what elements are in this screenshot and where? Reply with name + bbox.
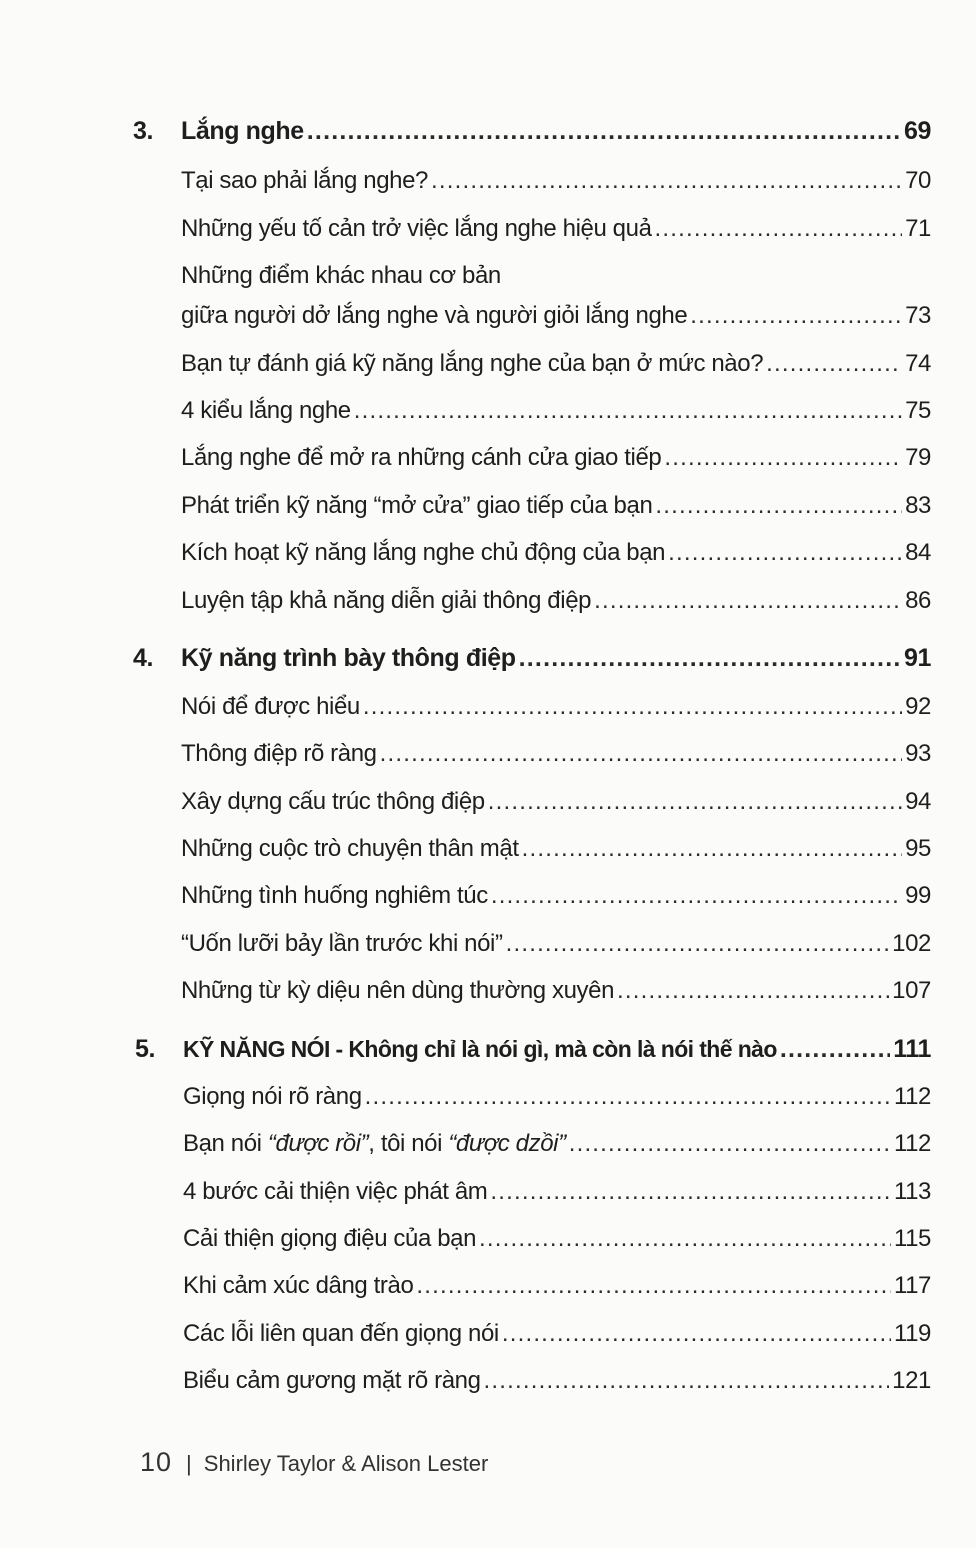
entry-title: Lắng nghe để mở ra những cánh cửa giao tiếp: [181, 444, 662, 471]
entry-title-emphasis-2: “được dzồi”: [448, 1130, 566, 1157]
dot-leader: [668, 539, 902, 567]
toc-entry: [181, 882, 931, 910]
chapter-number: 4.: [133, 644, 154, 672]
page-number: 91: [903, 644, 931, 672]
toc-entry: [181, 930, 931, 958]
entry-title: Luyện tập khả năng diễn giải thông điệp: [181, 587, 592, 614]
page-number: 94: [905, 788, 931, 815]
dot-leader: [490, 1178, 891, 1206]
dot-leader: [491, 882, 902, 910]
toc-entry: [181, 492, 931, 520]
entry-title: Cải thiện giọng điệu của bạn: [183, 1225, 477, 1252]
toc-entry: [181, 444, 931, 472]
dot-leader: [569, 1130, 891, 1158]
dot-leader: [354, 397, 902, 425]
dot-leader: [655, 492, 902, 520]
page-number: 86: [905, 587, 931, 614]
dot-leader: [780, 1035, 890, 1064]
page-number: 74: [905, 350, 931, 377]
page-number: 83: [905, 492, 931, 519]
page-number: 113: [893, 1178, 931, 1205]
entry-title: “Uốn lưỡi bảy lần trước khi nói”: [181, 930, 503, 957]
toc-chapter-4: [133, 644, 931, 673]
page-number: 73: [905, 302, 931, 329]
dot-leader: [519, 644, 901, 673]
dot-leader: [664, 444, 902, 472]
entry-title: 4 kiểu lắng nghe: [181, 397, 351, 424]
toc-entry: [183, 1320, 931, 1348]
entry-title-line1: Những điểm khác nhau cơ bản: [181, 262, 501, 289]
toc-entry: [181, 740, 931, 768]
dot-leader: [380, 740, 902, 768]
toc-entry: [181, 167, 931, 195]
entry-title: [183, 1130, 566, 1158]
page-number: 112: [893, 1083, 931, 1110]
entry-title: 4 bước cải thiện việc phát âm: [183, 1178, 488, 1205]
entry-title-emphasis-1: “được rồi”: [267, 1130, 369, 1157]
toc-entry: [181, 587, 931, 615]
toc-entry: [181, 397, 931, 425]
page-number: 92: [905, 693, 931, 720]
page-number: 79: [905, 444, 931, 471]
entry-title: Các lỗi liên quan đến giọng nói: [183, 1320, 499, 1347]
toc-entry: [183, 1178, 931, 1206]
chapter-title: Lắng nghe: [181, 117, 304, 145]
page-number: 95: [905, 835, 931, 862]
entry-title-prefix: Bạn nói: [183, 1130, 268, 1157]
entry-title: Những tình huống nghiêm túc: [181, 882, 488, 909]
toc-entry: [183, 1367, 931, 1395]
toc-entry: [181, 693, 931, 721]
entry-title: Kích hoạt kỹ năng lắng nghe chủ động của bạn: [181, 539, 666, 566]
toc-chapter-3: [133, 117, 931, 146]
chapter-title: Kỹ năng trình bày thông điệp: [181, 644, 516, 672]
entry-title: Thông điệp rõ ràng: [181, 740, 377, 767]
toc-entry: [181, 350, 931, 378]
dot-leader: [484, 1367, 890, 1395]
toc-chapter-5: [135, 1035, 931, 1064]
footer-separator: |: [186, 1451, 192, 1476]
chapter-number: 5.: [135, 1035, 156, 1063]
toc-entry: [181, 302, 931, 330]
page-number: 70: [905, 167, 931, 194]
entry-title: Giọng nói rõ ràng: [183, 1083, 362, 1110]
page-number: 115: [893, 1225, 931, 1252]
page-number: 69: [903, 117, 931, 145]
page-number: 102: [892, 930, 931, 957]
page-number: 107: [892, 977, 931, 1004]
dot-leader: [655, 215, 903, 243]
entry-title: Những cuộc trò chuyện thân mật: [181, 835, 519, 862]
dot-leader: [416, 1272, 891, 1300]
dot-leader: [522, 835, 902, 863]
entry-title: Xây dựng cấu trúc thông điệp: [181, 788, 485, 815]
toc-entry: [183, 1225, 931, 1253]
page-footer: [140, 1447, 488, 1478]
entry-title: giữa người dở lắng nghe và người giỏi lắng nghe: [181, 302, 688, 329]
entry-title: Những yếu tố cản trở việc lắng nghe hiệu quả: [181, 215, 652, 242]
toc-entry: [181, 835, 931, 863]
entry-title: Bạn tự đánh giá kỹ năng lắng nghe của bạn ở mức nào?: [181, 350, 764, 377]
entry-title-middle: , tôi nói: [368, 1130, 449, 1157]
dot-leader: [307, 117, 901, 146]
toc-entry: [181, 539, 931, 567]
page-number: 119: [893, 1320, 931, 1347]
page-number: 71: [905, 215, 931, 242]
page-number: 112: [893, 1130, 931, 1157]
footer-authors: Shirley Taylor & Alison Lester: [203, 1451, 489, 1476]
dot-leader: [431, 167, 902, 195]
dot-leader: [363, 693, 902, 721]
toc-entry: [183, 1130, 931, 1158]
dot-leader: [365, 1083, 891, 1111]
dot-leader: [617, 977, 889, 1005]
toc-entry: [181, 215, 931, 243]
page-number: 99: [905, 882, 931, 909]
chapter-number: 3.: [133, 117, 154, 145]
page-number: 117: [893, 1272, 931, 1299]
toc-entry: [183, 1083, 931, 1111]
dot-leader: [690, 302, 902, 330]
entry-title: Tại sao phải lắng nghe?: [181, 167, 428, 194]
toc-entry: [181, 788, 931, 816]
entry-title: Những từ kỳ diệu nên dùng thường xuyên: [181, 977, 615, 1004]
dot-leader: [506, 930, 890, 958]
page-number: 93: [905, 740, 931, 767]
footer-page-number: 10: [140, 1447, 173, 1477]
page-number: 111: [893, 1035, 931, 1063]
dot-leader: [502, 1320, 891, 1348]
page-number: 75: [905, 397, 931, 424]
page-number: 121: [892, 1367, 931, 1394]
dot-leader: [766, 350, 902, 378]
toc-entry: [181, 977, 931, 1005]
page-number: 84: [905, 539, 931, 566]
dot-leader: [479, 1225, 891, 1253]
entry-title: Phát triển kỹ năng “mở cửa” giao tiếp của bạn: [181, 492, 653, 519]
entry-title: Khi cảm xúc dâng trào: [183, 1272, 414, 1299]
chapter-title: KỸ NĂNG NÓI - Không chỉ là nói gì, mà còn là nói thế nào: [183, 1036, 777, 1062]
dot-leader: [594, 587, 902, 615]
dot-leader: [488, 788, 902, 816]
entry-title: Nói để được hiểu: [181, 693, 360, 720]
toc-entry: [183, 1272, 931, 1300]
entry-title: Biểu cảm gương mặt rõ ràng: [183, 1367, 481, 1394]
